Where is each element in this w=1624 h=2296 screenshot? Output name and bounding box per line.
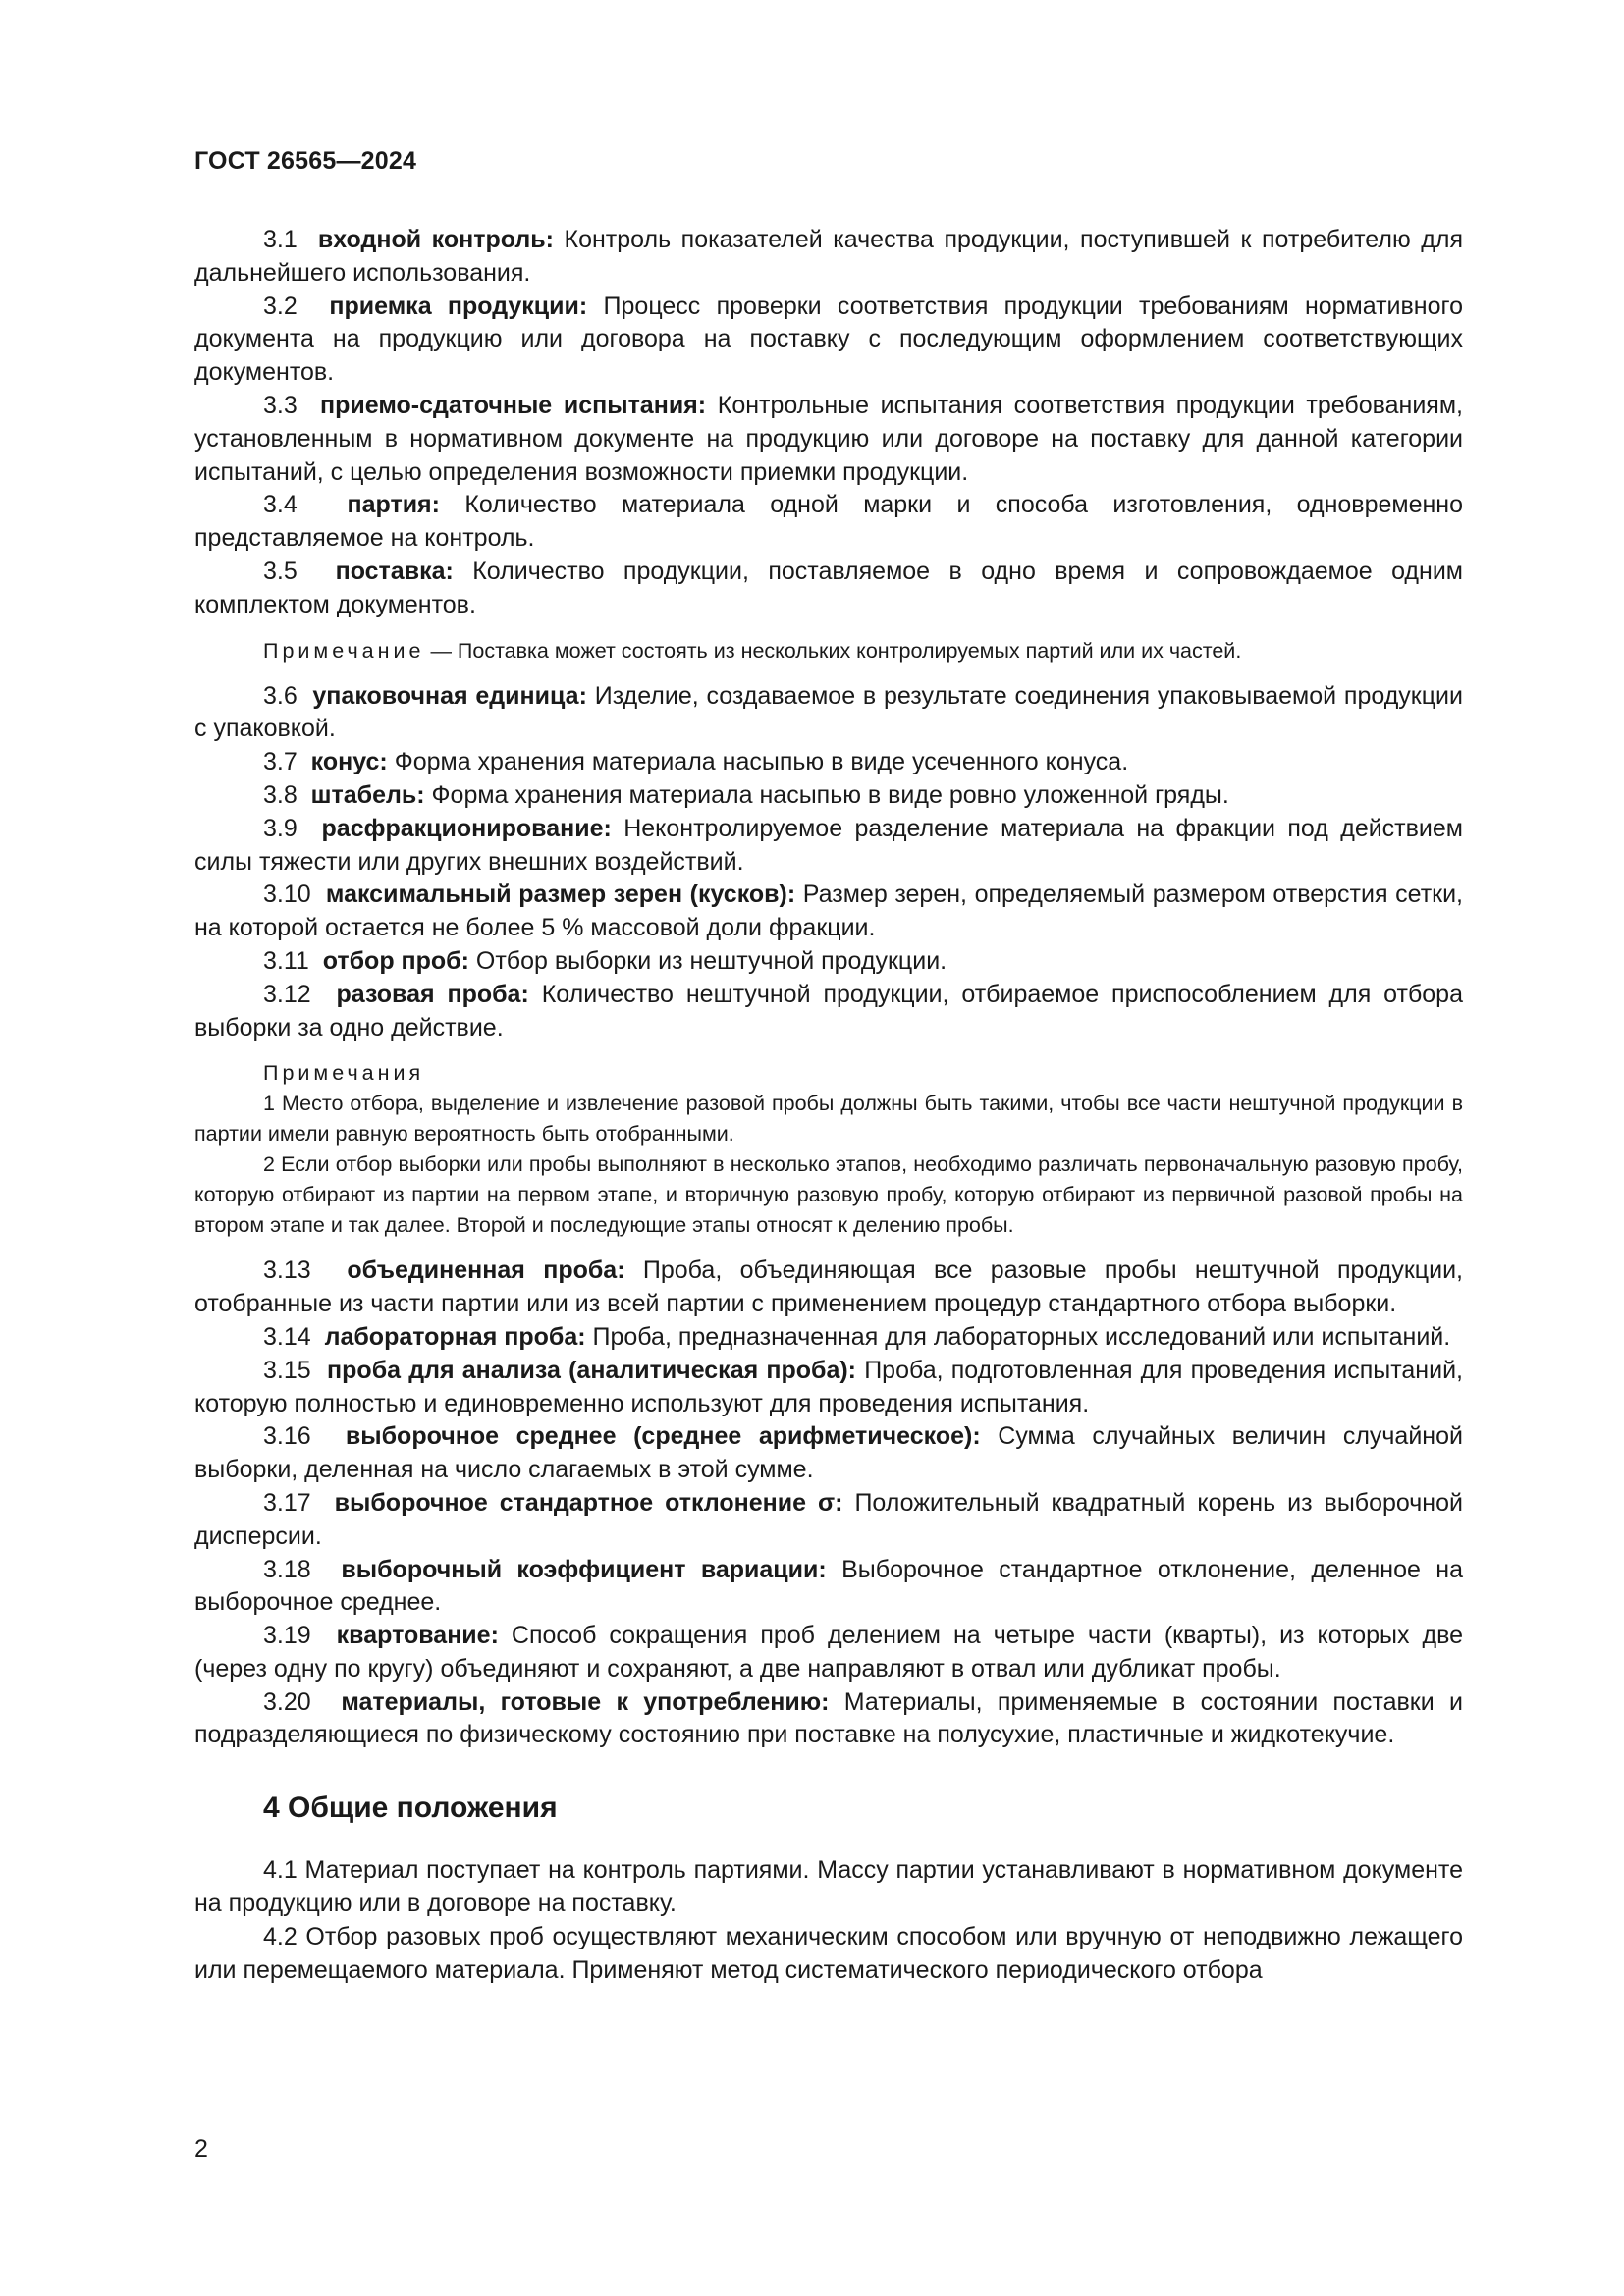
term-3-10: 3.10 максимальный размер зерен (кусков): Размер зерен, определяемый размером отверстия сетки, на которой остается не более 5 % массовой доли фракции. bbox=[194, 881, 1463, 942]
term-3-5: 3.5 поставка: Количество продукции, поставляемое в одно время и сопровождаемое одним комплектом документов. bbox=[194, 557, 1463, 618]
notes-label: Примечания bbox=[263, 1061, 425, 1086]
section-4-heading: 4 Общие положения bbox=[263, 1791, 558, 1825]
note-item: 2 Если отбор выборки или пробы выполняют в несколько этапов, необходимо различать первоначальную разовую пробу, которую отбирают из партии на первом этапе, и вторичную разовую пробу, которую отбирают из первичной разовой пробы на втором этапе и так далее. Второй и последующие этапы относят к делению пробы. bbox=[194, 1152, 1463, 1238]
notes-3-12 bbox=[194, 1058, 1463, 1241]
term-3-2: 3.2 приемка продукции: Процесс проверки соответствия продукции требованиям нормативного документа на продукцию или договора на поставку с последующим оформлением соответствующих документов. bbox=[194, 292, 1463, 387]
term-3-11: 3.11 отбор проб: Отбор выборки из нештучной продукции. bbox=[263, 946, 947, 975]
note-item: 1 Место отбора, выделение и извлечение разовой пробы должны быть такими, чтобы все части нештучной продукции в партии имели равную вероятность быть отобранными. bbox=[194, 1092, 1463, 1147]
note-text: — Поставка может состоять из нескольких контролируемых партий или их частей. bbox=[430, 638, 1242, 663]
term-3-4: 3.4 партия: Количество материала одной марки и способа изготовления, одновременно представляемое на контроль. bbox=[194, 491, 1464, 553]
term-3-6: 3.6 упаковочная единица: Изделие, создаваемое в результате соединения упаковываемой продукции с упаковкой. bbox=[194, 681, 1463, 743]
term-3-18: 3.18 выборочный коэффициент вариации: Выборочное стандартное отклонение, деленное на выборочное среднее. bbox=[194, 1555, 1463, 1617]
term-3-13: 3.13 объединенная проба: Проба, объединяющая все разовые пробы нештучной продукции, отобранные из части партии или из всей партии с применением процедур стандартного отбора выборки. bbox=[194, 1256, 1463, 1318]
para-4-1: 4.1 Материал поступает на контроль партиями. Массу партии устанавливают в нормативном документе на продукцию или в договоре на поставку. bbox=[194, 1856, 1463, 1918]
page-content bbox=[194, 224, 1463, 1987]
term-3-14: 3.14 лабораторная проба: Проба, предназначенная для лабораторных исследований или испытаний. bbox=[263, 1322, 1451, 1351]
term-3-20: 3.20 материалы, готовые к употреблению: Материалы, применяемые в состоянии поставки и подразделяющиеся по физическому состоянию при поставке на полусухие, пластичные и жидкотекучие. bbox=[194, 1687, 1463, 1749]
term-3-3: 3.3 приемо-сдаточные испытания: Контрольные испытания соответствия продукции требованиям, установленным в нормативном документе на продукцию или договоре на поставку для данной категории испытаний, с целью определения возможности приемки продукции. bbox=[194, 391, 1463, 486]
term-3-19: 3.19 квартование: Способ сокращения проб делением на четыре части (кварты), из которых две (через одну по кругу) объединяют и сохраняют, а две направляют в отвал или дубликат пробы. bbox=[194, 1622, 1463, 1682]
term-3-7: 3.7 конус: Форма хранения материала насыпью в виде усеченного конуса. bbox=[263, 748, 1129, 776]
document-header: ГОСТ 26565—2024 bbox=[194, 147, 417, 175]
term-3-1: 3.1 входной контроль: Контроль показателей качества продукции, поступившей к потребителю для дальнейшего использования. bbox=[194, 226, 1463, 287]
term-3-17: 3.17 выборочное стандартное отклонение σ: Положительный квадратный корень из выборочной дисперсии. bbox=[194, 1488, 1463, 1550]
term-3-8: 3.8 штабель: Форма хранения материала насыпью в виде ровно уложенной гряды. bbox=[263, 780, 1229, 809]
term-3-15: 3.15 проба для анализа (аналитическая проба): Проба, подготовленная для проведения испытаний, которую полностью и единовременно используют для проведения испытания. bbox=[194, 1356, 1463, 1417]
para-4-2: 4.2 Отбор разовых проб осуществляют механическим способом или вручную от неподвижно лежащего или перемещаемого материала. Применяют метод систематического периодического отбора bbox=[194, 1922, 1463, 1984]
term-3-16: 3.16 выборочное среднее (среднее арифметическое): Сумма случайных величин случайной выборки, деленная на число слагаемых в этой сумме. bbox=[194, 1422, 1463, 1484]
note-3-5 bbox=[194, 636, 1463, 667]
term-3-12: 3.12 разовая проба: Количество нештучной продукции, отбираемое приспособлением для отбора выборки за одно действие. bbox=[194, 980, 1463, 1041]
note-label: Примечание bbox=[263, 638, 425, 663]
term-3-9: 3.9 расфракционирование: Неконтролируемое разделение материала на фракции под действием силы тяжести или других внешних воздействий. bbox=[194, 814, 1463, 876]
page-number: 2 bbox=[194, 2135, 208, 2163]
